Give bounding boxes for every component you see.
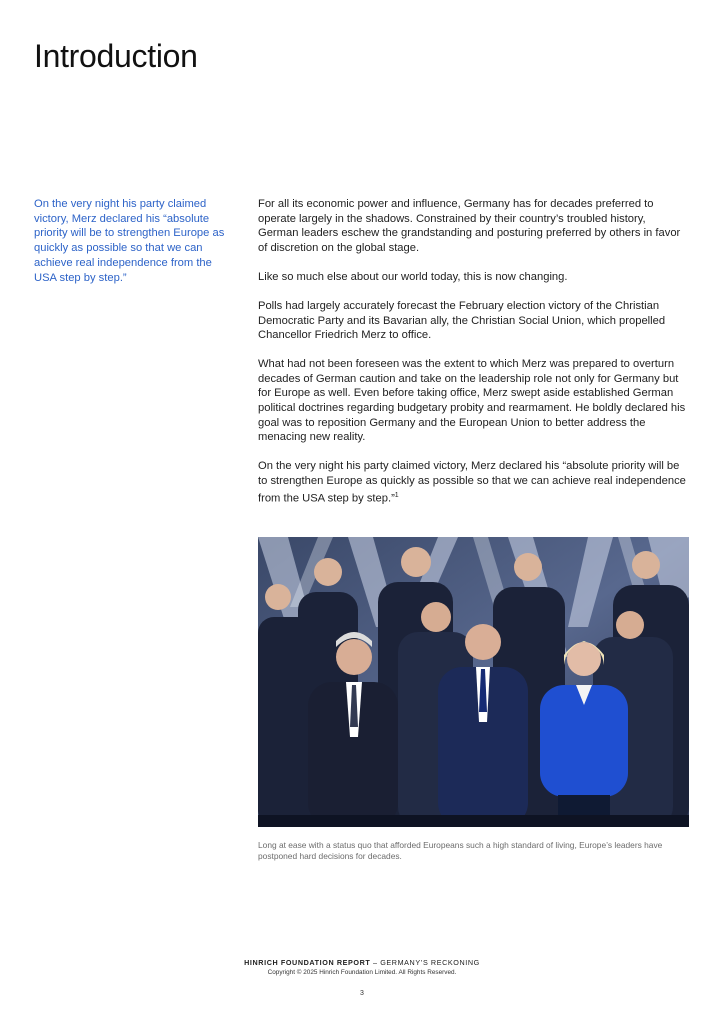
paragraph-5 (258, 459, 688, 506)
footer-report-line (0, 958, 724, 967)
photo-caption: Long at ease with a status quo that afforded Europeans such a high standard of living, Europe’s leaders have postponed hard decisions for decades. (258, 840, 663, 861)
pull-quote: On the very night his party claimed victory, Merz declared his “absolute priority will be to strengthen Europe as quickly as possible so that we can achieve real independence from the USA step by step.” (34, 198, 225, 284)
page-number: 3 (360, 990, 364, 997)
leaders-group-photo (258, 537, 689, 827)
footer-report-title: GERMANY’S RECKONING (380, 958, 480, 967)
body-text (258, 197, 688, 520)
paragraph-2: Like so much else about our world today, this is now changing. (258, 270, 568, 283)
page-title: Introduction (34, 38, 198, 74)
paragraph-5-text: On the very night his party claimed victory, Merz declared his “absolute priority will be to strengthen Europe as quickly as possible so that we can achieve real independence from the USA step by step.” (258, 460, 686, 505)
paragraph-3: Polls had largely accurately forecast the February election victory of the Christian Democratic Party and its Bavarian ally, the Christian Social Union, which propelled Chancellor Friedrich Merz to office. (258, 299, 666, 342)
footer-report-name: HINRICH FOUNDATION REPORT (244, 958, 371, 967)
footnote-marker: 1 (394, 491, 399, 499)
paragraph-4: What had not been foreseen was the extent to which Merz was prepared to overturn decades of German caution and take on the leadership role not only for Germany but for Europe as well. Even before taking office, Merz swept aside established German political doctrines regarding budgetary probity and rearmament. He boldly declared his goal was to reposition Germany and the European Union to better address the menacing new reality. (258, 358, 686, 444)
footer-copyright: Copyright © 2025 Hinrich Foundation Limited. All Rights Reserved. (267, 969, 457, 976)
footer (0, 958, 724, 976)
paragraph-1: For all its economic power and influence, Germany has for decades preferred to operate largely in the shadows. Constrained by their country’s troubled history, German leaders eschew the grandstanding and posturing preferred by others in favor of discretion on the global stage. (258, 198, 681, 254)
footer-separator: – (370, 958, 381, 967)
